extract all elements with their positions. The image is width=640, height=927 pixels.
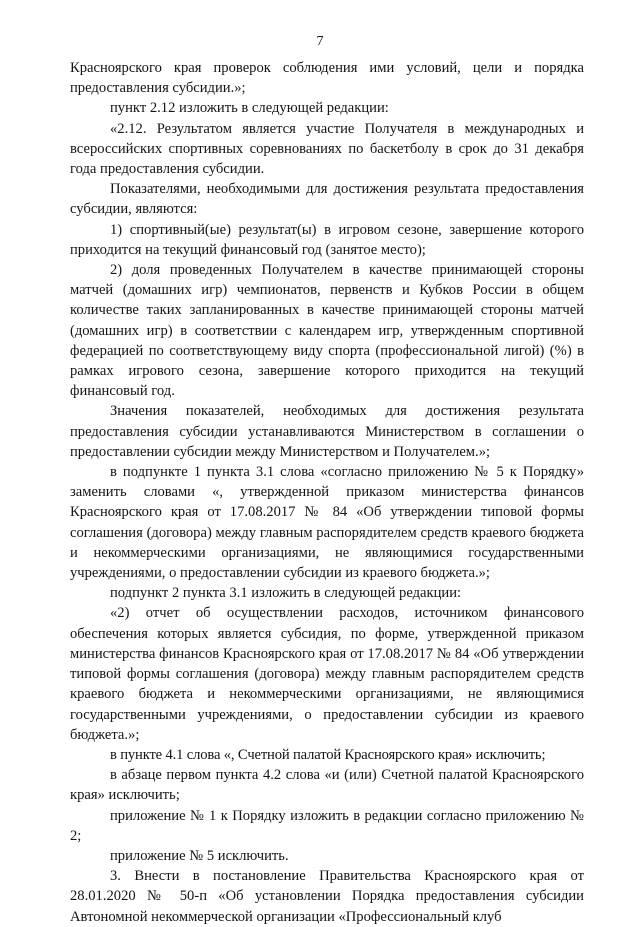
document-body: [70, 58, 584, 927]
paragraph-item-2-12: пункт 2.12 изложить в следующей редакции:: [110, 100, 389, 117]
paragraph-appendix-5: приложение № 5 исключить.: [110, 847, 289, 864]
paragraph-item-4-1: в пункте 4.1 слова «, Счетной палатой Красноярского края» исключить;: [110, 746, 546, 763]
paragraph-result: «2.12. Результатом является участие Получателя в международных и всероссийских спортивных соревнованиях по баскетболу в срок до 31 декабря года предоставления субсидии.: [70, 120, 584, 178]
paragraph-indicators: Показателями, необходимыми для достижения результата предоставления субсидии, являются:: [70, 181, 584, 218]
paragraph-indicator-values: Значения показателей, необходимых для достижения результата предоставления субсидии устанавливаются Министерством в соглашении о предоставлении субсидии между Министерством и Получателем.»;: [70, 403, 584, 460]
paragraph-indicator-1: 1) спортивный(ые) результат(ы) в игровом сезоне, завершение которого приходится на текущий финансовый год (занятое место);: [70, 221, 584, 258]
paragraph-item-3: 3. Внести в постановление Правительства Красноярского края от 28.01.2020 № 50-п «Об установлении Порядка предоставления субсидии Автономной некоммерческой организации «Профессиональный клуб: [70, 868, 584, 925]
paragraph-appendix-1: приложение № 1 к Порядку изложить в редакции согласно приложению № 2;: [70, 807, 584, 844]
paragraph-subitem-3-1-2: подпункт 2 пункта 3.1 изложить в следующей редакции:: [110, 585, 462, 602]
paragraph-indicator-2: 2) доля проведенных Получателем в качестве принимающей стороны матчей (домашних игр) чемпионатов, первенств и Кубков России в общем количестве таких запланированных в качестве принимающей стороны матчей (домашних игр) в соответствии с календарем игр, утвержденным спортивной федерацией по соответствующему виду спорта (профессиональной лигой) (%) в рамках игрового сезона, завершение которого приходится на текущий финансовый год.: [70, 262, 584, 400]
paragraph-subitem-3-1-1: в подпункте 1 пункта 3.1 слова «согласно приложению № 5 к Порядку» заменить словами «, утвержденной приказом министерства финансов Красноярского края от 17.08.2017 № 84 «Об утверждении типовой формы соглашения (договора) между главным распорядителем средств краевого бюджета и некоммерческими организациями, не являющимися государственными учреждениями, о предоставлении субсидии из краевого бюджета.»;: [70, 464, 584, 582]
paragraph-report: «2) отчет об осуществлении расходов, источником финансового обеспечения которых является субсидия, по форме, утвержденной приказом министерства финансов Красноярского края от 17.08.2017 № 84 «Об утверждении типовой формы соглашения (договора) между главным распорядителем средств краевого бюджета и некоммерческими организациями, не являющимися государственными учреждениями, о предоставлении субсидии из краевого бюджета.»;: [70, 605, 584, 743]
paragraph-item-4-2: в абзаце первом пункта 4.2 слова «и (или) Счетной палатой Красноярского края» исключить;: [70, 767, 584, 804]
page-number: 7: [316, 34, 324, 49]
paragraph-continuation: Красноярского края проверок соблюдения ими условий, цели и порядка предоставления субсидии.»;: [70, 60, 584, 97]
